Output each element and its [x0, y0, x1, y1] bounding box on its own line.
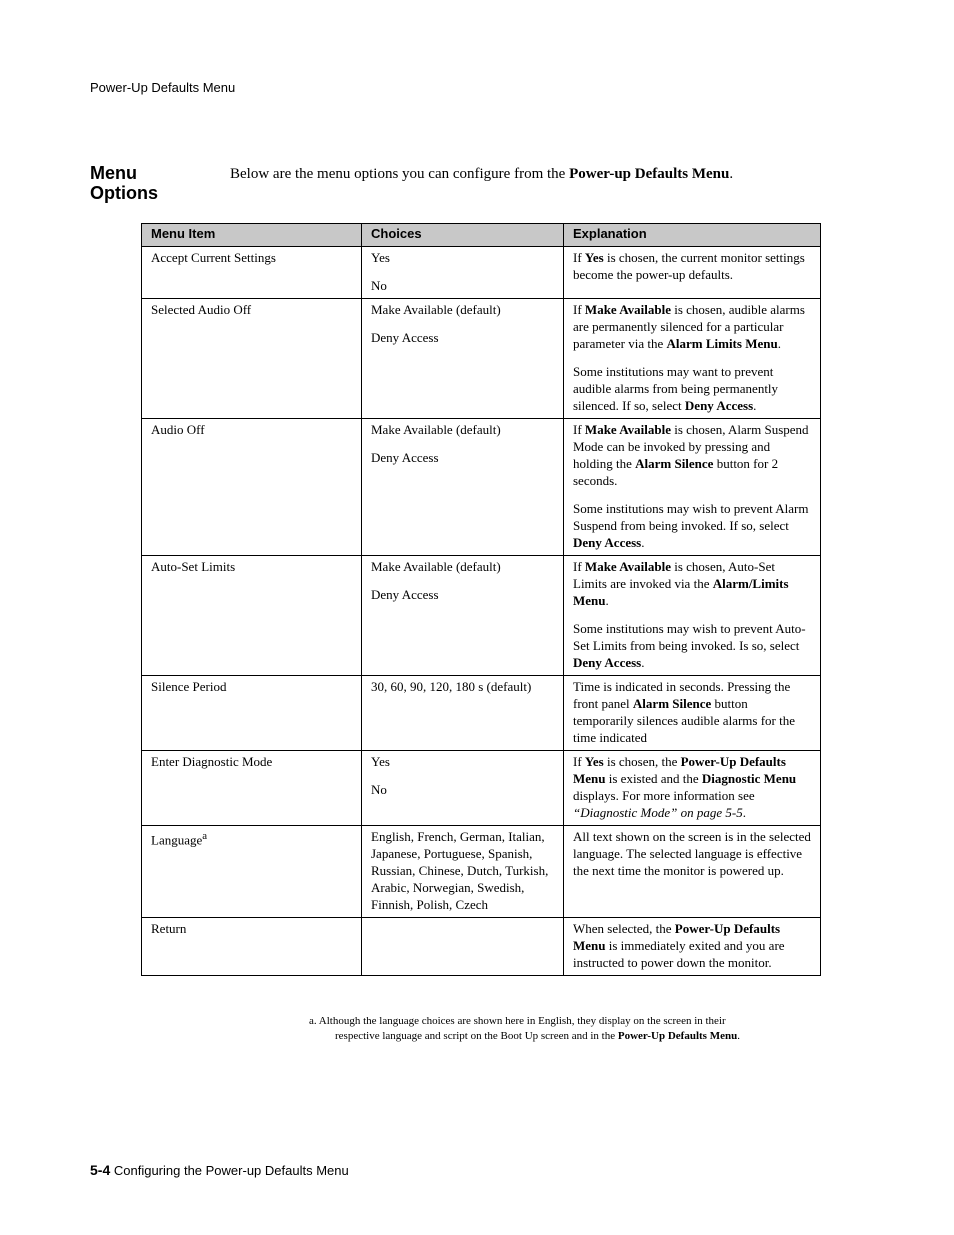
cell-explanation [564, 247, 821, 299]
intro-period: . [729, 166, 734, 182]
explanation-text: If [573, 559, 585, 574]
menu-item-label: Language [151, 832, 203, 848]
explanation-text: If [573, 754, 585, 769]
emphasis-term: Alarm Silence [632, 696, 712, 711]
emphasis-term: Alarm Limits Menu [666, 336, 778, 351]
cell-menu-item [142, 419, 362, 556]
emphasis-term: Power-Up Defaults Menu [573, 754, 786, 786]
cell-menu-item [142, 556, 362, 676]
explanation-text: If [573, 302, 585, 317]
menu-item-label: Accept Current Settings [151, 250, 276, 265]
choice-option: English, French, German, Italian, Japanese, Portuguese, Spanish, Russian, Chinese, Dutch, Turkish, Arabic, Norwegian, Swedish, Finnish, Polish, Czech [371, 829, 549, 912]
explanation-paragraph [573, 828, 811, 879]
explanation-text: . [605, 593, 609, 608]
emphasis-term: Make Available [584, 559, 671, 574]
header-choices: Choices [362, 224, 564, 247]
explanation-paragraph [573, 620, 811, 671]
choice-option: Make Available (default) [371, 422, 501, 437]
choice-option: No [371, 278, 387, 293]
section-title-line-2: Options [90, 183, 158, 203]
emphasis-term: Power-Up Defaults Menu [573, 921, 781, 953]
emphasis-term: Make Available [584, 302, 671, 317]
menu-item-label: Return [151, 921, 187, 936]
explanation-text: If [573, 422, 585, 437]
emphasis-term: Diagnostic Menu [701, 771, 797, 786]
explanation-text: . [777, 336, 781, 351]
header-explanation: Explanation [564, 224, 821, 247]
cell-choices [362, 676, 564, 751]
table-row [142, 918, 821, 976]
choice-option: Make Available (default) [371, 559, 501, 574]
footnote-menu-name: Power-Up Defaults Menu [617, 1030, 738, 1042]
cell-menu-item [142, 826, 362, 918]
menu-item-label: Enter Diagnostic Mode [151, 754, 273, 769]
emphasis-term: Deny Access [573, 655, 642, 670]
cell-choices [362, 751, 564, 826]
choice-option: No [371, 782, 387, 797]
choice-option: Deny Access [371, 330, 439, 345]
choice-option: Yes [371, 754, 390, 769]
explanation-paragraph [573, 920, 811, 971]
cell-menu-item [142, 299, 362, 419]
table-row [142, 299, 821, 419]
intro-paragraph [230, 166, 733, 183]
explanation-text: is chosen, the [603, 754, 681, 769]
menu-item-label: Audio Off [151, 422, 205, 437]
cell-explanation [564, 556, 821, 676]
explanation-text: All text shown on the screen is in the selected language. The selected language is effective the next time the monitor is powered up. [573, 829, 811, 878]
page-number: 5-4 [90, 1162, 111, 1178]
cell-explanation [564, 299, 821, 419]
cell-explanation [564, 826, 821, 918]
table-row [142, 247, 821, 299]
emphasis-term: Alarm/Limits Menu [573, 576, 789, 608]
explanation-paragraph [573, 363, 811, 414]
explanation-text: Some institutions may wish to prevent Alarm Suspend from being invoked. If so, select [573, 501, 809, 533]
table-header-row [142, 224, 821, 247]
explanation-text: button for 2 seconds. [573, 456, 779, 488]
explanation-text: is chosen, the current monitor settings become the power-up defaults. [573, 250, 805, 282]
cell-explanation [564, 419, 821, 556]
explanation-paragraph [573, 678, 811, 746]
footnote-period: . [737, 1030, 740, 1042]
explanation-text: When selected, the [573, 921, 675, 936]
cell-choices [362, 918, 564, 976]
cell-explanation [564, 751, 821, 826]
table-row [142, 826, 821, 918]
emphasis-term: Yes [584, 754, 604, 769]
menu-item-label: Selected Audio Off [151, 302, 252, 317]
table-row [142, 751, 821, 826]
cell-choices [362, 247, 564, 299]
explanation-text: displays. For more information see [573, 788, 755, 803]
footnote-text: respective language and script on the Boot Up screen and in the [335, 1030, 618, 1042]
choice-option: Yes [371, 250, 390, 265]
section-title [90, 163, 210, 203]
emphasis-term: Deny Access [684, 398, 754, 413]
footnote-line-2 [309, 1029, 809, 1044]
choice-option: Make Available (default) [371, 302, 501, 317]
intro-text: Below are the menu options you can configure from the [230, 166, 570, 182]
table-footnote [309, 1014, 809, 1044]
table-row [142, 419, 821, 556]
explanation-text: . [641, 535, 645, 550]
footnote-marker: a [202, 830, 208, 842]
explanation-text: Time is indicated in seconds. Pressing the front panel [573, 679, 791, 711]
explanation-text: . [753, 398, 757, 413]
explanation-text: If [573, 250, 585, 265]
chapter-title: Configuring the Power-up Defaults Menu [113, 1163, 349, 1178]
explanation-paragraph [573, 500, 811, 551]
cell-menu-item [142, 751, 362, 826]
cell-menu-item [142, 676, 362, 751]
section-title-line-1: Menu [90, 163, 137, 183]
cell-menu-item [142, 247, 362, 299]
explanation-text: is existed and the [605, 771, 702, 786]
choice-option: Deny Access [371, 450, 439, 465]
explanation-paragraph [573, 421, 811, 489]
emphasis-term: Alarm Silence [635, 456, 714, 471]
menu-options-table [141, 223, 821, 976]
cell-menu-item [142, 918, 362, 976]
footnote-line-1: a. Although the language choices are shown here in English, they display on the screen in their [309, 1015, 726, 1027]
cross-reference: “Diagnostic Mode” on page 5-5 [573, 805, 743, 820]
explanation-text: is chosen, audible alarms are permanently silenced for a particular parameter via the [573, 302, 805, 351]
explanation-text: Some institutions may want to prevent audible alarms from being permanently silenced. If so, select [573, 364, 779, 413]
cell-explanation [564, 918, 821, 976]
cell-choices [362, 299, 564, 419]
emphasis-term: Make Available [584, 422, 671, 437]
explanation-text: is chosen, Auto-Set Limits are invoked via the [573, 559, 775, 591]
explanation-text: . [641, 655, 645, 670]
running-header: Power-Up Defaults Menu [90, 80, 236, 95]
cell-choices [362, 826, 564, 918]
emphasis-term: Yes [584, 250, 604, 265]
explanation-text: . [742, 805, 746, 820]
table-row [142, 556, 821, 676]
cell-choices [362, 556, 564, 676]
explanation-paragraph [573, 558, 811, 609]
choice-option: Deny Access [371, 587, 439, 602]
explanation-text: Some institutions may wish to prevent Auto-Set Limits from being invoked. Is so, select [573, 621, 806, 653]
explanation-paragraph [573, 753, 811, 821]
intro-menu-name: Power-up Defaults Menu [569, 166, 730, 182]
choice-option: 30, 60, 90, 120, 180 s (default) [371, 679, 532, 694]
cell-choices [362, 419, 564, 556]
explanation-text: is immediately exited and you are instructed to power down the monitor. [573, 938, 785, 970]
explanation-text: button temporarily silences audible alarms for the time indicated [573, 696, 796, 745]
menu-item-label: Auto-Set Limits [151, 559, 236, 574]
explanation-text: is chosen, Alarm Suspend Mode can be invoked by pressing and holding the [573, 422, 809, 471]
page-footer [90, 1162, 349, 1178]
explanation-paragraph [573, 249, 811, 283]
explanation-paragraph [573, 301, 811, 352]
menu-item-label: Silence Period [151, 679, 227, 694]
emphasis-term: Deny Access [573, 535, 642, 550]
table-row [142, 676, 821, 751]
cell-explanation [564, 676, 821, 751]
header-menu-item: Menu Item [142, 224, 362, 247]
